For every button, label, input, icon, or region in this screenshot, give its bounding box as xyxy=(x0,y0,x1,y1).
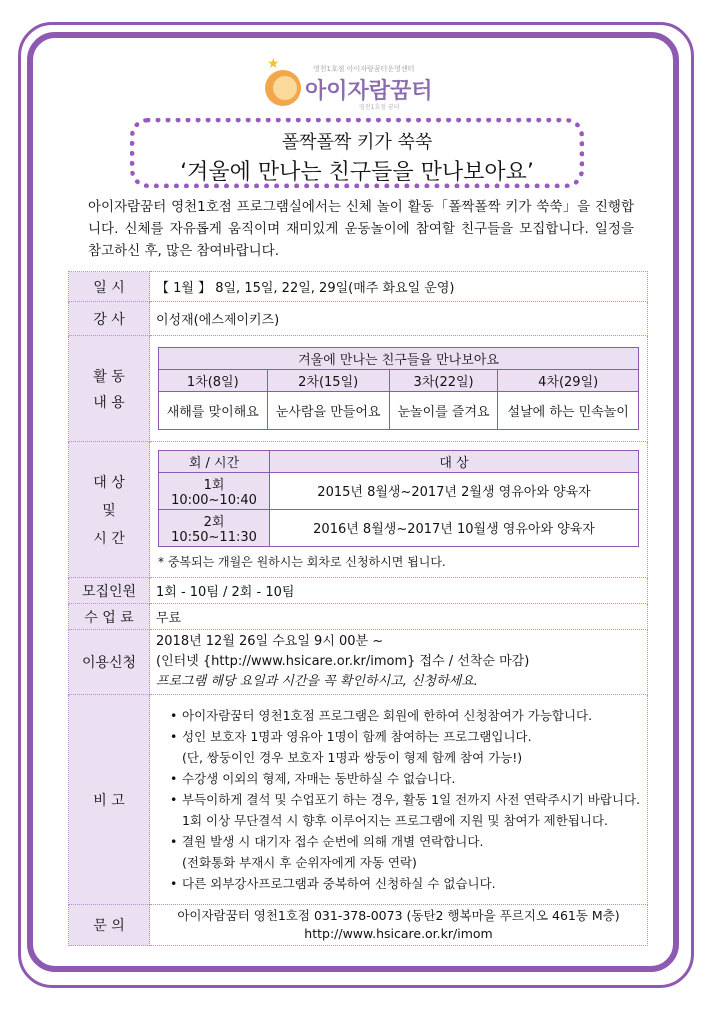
recruit-value: 1회 - 10팀 / 2회 - 10팀 xyxy=(150,578,648,604)
target-note: * 중복되는 개월은 원하시는 회차로 신청하시면 됩니다. xyxy=(158,554,446,569)
remark-item: • 성인 보호자 1명과 영유아 1명이 함께 참여하는 프로그램입니다. xyxy=(182,726,641,747)
row-apply xyxy=(69,630,648,695)
logo-tiny-text: 영천1호점 꿈터 xyxy=(359,104,400,111)
intro-text: 아이자람꿈터 영천1호점 프로그램실에서는 신체 놀이 활동「폴짝폴짝 키가 쑥쑥」을 진행합니다. 신체를 자유롭게 움직이며 재미있게 운동놀이에 참여할 친구들을 모집합니다. 일정을 참고하신 후, 많은 참여바랍니다. xyxy=(88,199,634,259)
star-icon: ★ xyxy=(267,56,280,72)
activity-label xyxy=(69,336,150,442)
remark-subitem-text: (단, 쌍둥이인 경우 보호자 1명과 쌍둥이 형제 함께 참여 가능!) xyxy=(182,750,523,765)
remark-subitem xyxy=(182,852,641,873)
apply-line1: 2018년 12월 26일 수요일 9시 00분 ~ xyxy=(156,634,384,649)
title-line2: ‘겨울에 만나는 친구들을 만나보아요’ xyxy=(180,160,534,185)
contact-url[interactable]: http://www.hsicare.or.kr/imom xyxy=(304,926,493,941)
target-time-range: 10:50~11:30 xyxy=(171,529,257,545)
teacher-value: 이성재(에스제이키즈) xyxy=(150,302,648,336)
row-activity xyxy=(69,336,648,442)
activity-label-1: 활 동 xyxy=(93,368,125,385)
target-label-1: 대 상 xyxy=(93,474,125,491)
info-table xyxy=(68,271,648,946)
contact-line1: 아이자람꿈터 영천1호점 031-378-0073 (동탄2 행복마을 푸르지오 461동 M층) xyxy=(177,908,620,923)
activity-content: 눈사람을 만들어요 xyxy=(267,392,389,430)
apply-line3: 프로그램 해당 요일과 시간을 꼭 확인하시고, 신청하세요. xyxy=(156,674,478,689)
target-time xyxy=(159,509,270,546)
row-recruit xyxy=(69,578,648,604)
remarks-list xyxy=(168,705,641,894)
target-round: 1회 xyxy=(203,477,225,493)
target-label xyxy=(69,442,150,578)
remark-item: • 아이자람꿈터 영천1호점 프로그램은 회원에 한하여 신청참여가 가능합니다. xyxy=(182,705,641,726)
target-label-2: 및 xyxy=(102,502,116,519)
title-line1: 폴짝폴짝 키가 쑥쑥 xyxy=(281,132,433,153)
activity-round: 4차(29일) xyxy=(498,370,639,392)
activity-round: 1차(8일) xyxy=(159,370,268,392)
contact-label: 문 의 xyxy=(69,905,150,946)
target-time xyxy=(159,472,270,509)
target-desc: 2015년 8월생~2017년 2월생 영유아와 양육자 xyxy=(270,472,639,509)
activity-content: 설날에 하는 민속놀이 xyxy=(498,392,639,430)
remarks-label: 비 고 xyxy=(69,695,150,905)
target-desc: 2016년 8월생~2017년 10월생 영유아와 양육자 xyxy=(270,509,639,546)
target-col-target: 대 상 xyxy=(270,450,639,472)
date-label: 일 시 xyxy=(69,272,150,302)
remark-item: • 수강생 이외의 형제, 자매는 동반하실 수 없습니다. xyxy=(182,768,641,789)
logo-name: 아이자람꿈터 xyxy=(305,79,433,104)
remark-subitem-text: (전화통화 부재시 후 순위자에게 자동 연락) xyxy=(182,855,417,870)
row-teacher xyxy=(69,302,648,336)
date-value: 【 1월 】 8일, 15일, 22일, 29일(매주 화요일 운영) xyxy=(150,272,648,302)
fee-label: 수 업 료 xyxy=(69,604,150,630)
teacher-label: 강 사 xyxy=(69,302,150,336)
activity-heading: 겨울에 만나는 친구들을 만나보아요 xyxy=(159,348,639,370)
row-fee xyxy=(69,604,648,630)
logo-top-text: 영천1호점 아이자람꿈터운영센터 xyxy=(313,65,415,73)
activity-content: 새해를 맞이해요 xyxy=(159,392,268,430)
activity-label-2: 내 용 xyxy=(93,394,125,411)
recruit-label: 모집인원 xyxy=(69,578,150,604)
activity-table xyxy=(158,347,639,430)
row-date xyxy=(69,272,648,302)
row-contact xyxy=(69,905,648,946)
row-target xyxy=(69,442,648,578)
remark-item: • 결원 발생 시 대기자 접수 순번에 의해 개별 연락합니다. xyxy=(182,831,641,852)
target-time-range: 10:00~10:40 xyxy=(171,492,257,508)
activity-content: 눈놀이를 즐겨요 xyxy=(389,392,498,430)
apply-label: 이용신청 xyxy=(69,630,150,695)
target-round: 2회 xyxy=(203,514,225,530)
row-remarks xyxy=(69,695,648,905)
target-col-time: 회 / 시간 xyxy=(159,450,270,472)
remark-item: • 다른 외부강사프로그램과 중복하여 신청하실 수 없습니다. xyxy=(182,873,641,894)
logo-face-icon xyxy=(265,70,301,106)
target-table xyxy=(158,450,639,547)
activity-round: 3차(22일) xyxy=(389,370,498,392)
fee-value: 무료 xyxy=(150,604,648,630)
title-box xyxy=(130,118,584,188)
remark-item: • 부득이하게 결석 및 수업포기 하는 경우, 활동 1일 전까지 사전 연락주시기 바랍니다. 1회 이상 무단결석 시 향후 이루어지는 프로그램에 지원 및 참여가 제한됩니다. xyxy=(182,789,641,831)
activity-round: 2차(15일) xyxy=(267,370,389,392)
apply-line2: (인터넷 {http://www.hsicare.or.kr/imom} 접수 / 선착순 마감) xyxy=(156,654,530,669)
target-label-3: 시 간 xyxy=(93,530,125,547)
remark-subitem xyxy=(182,747,641,768)
logo xyxy=(265,56,495,112)
